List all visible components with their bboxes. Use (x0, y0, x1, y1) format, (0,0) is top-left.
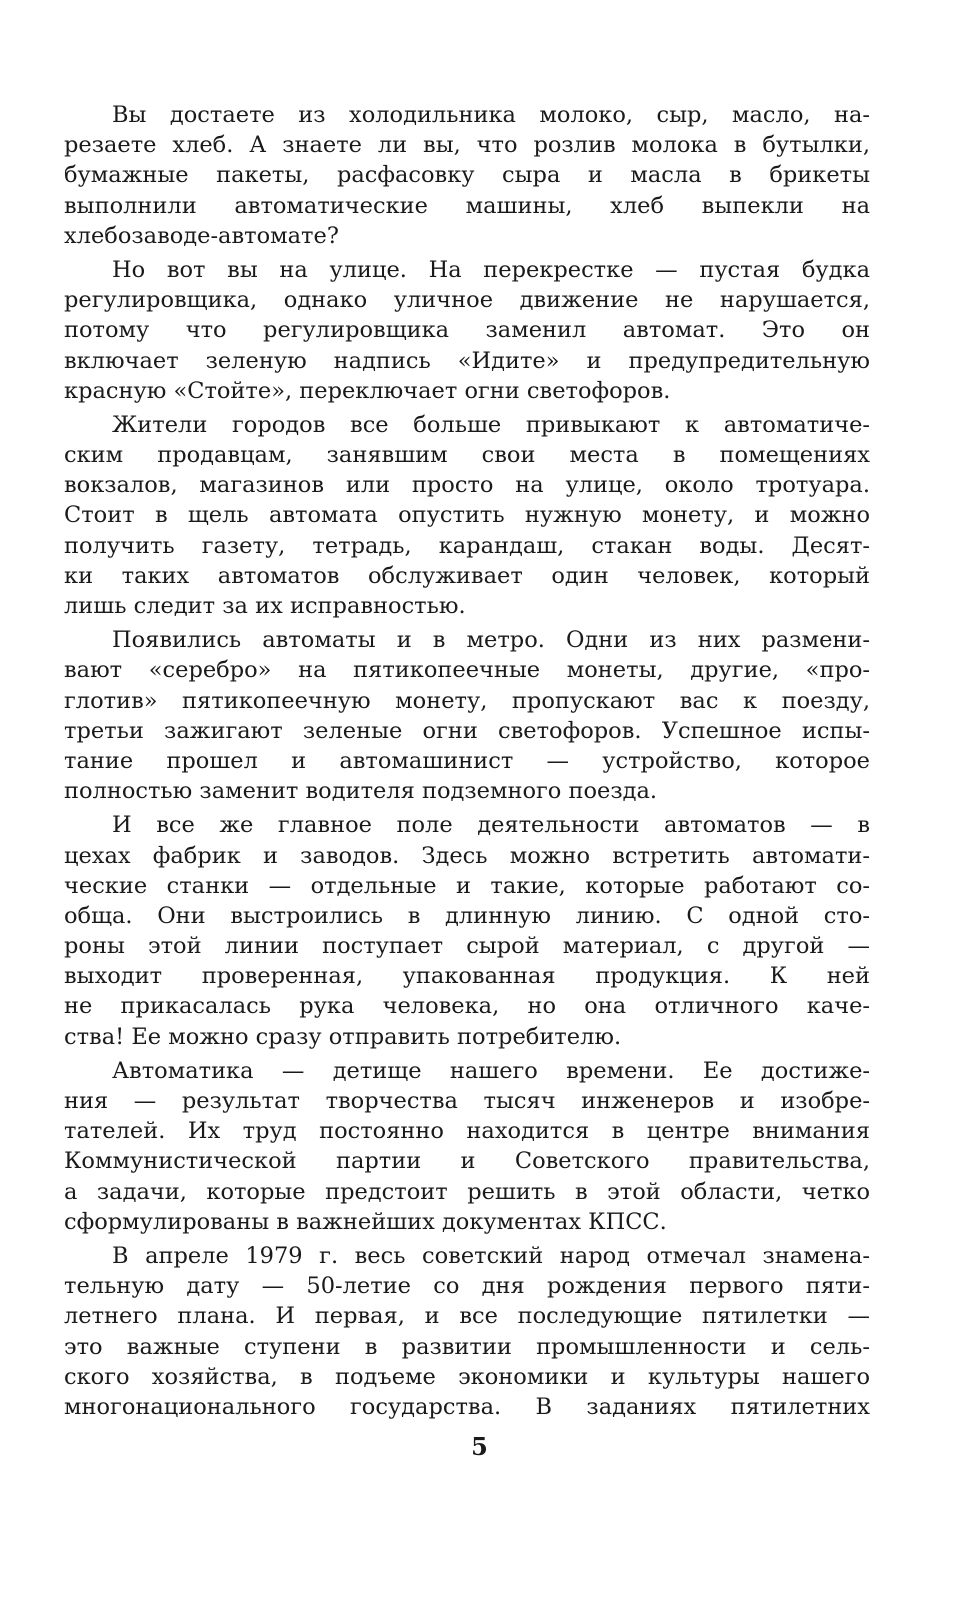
text-line: лишь следит за их исправностью. (64, 593, 466, 619)
text-line: И все же главное поле деятельности автоматов — в (112, 812, 870, 839)
text-line: ского хозяйства, в подъеме экономики и культуры нашего (64, 1363, 870, 1390)
text-line: Стоит в щель автомата опустить нужную монету, и можно (64, 502, 870, 529)
text-line: полностью заменит водителя подземного поезда. (64, 778, 658, 805)
text-line: ки таких автоматов обслуживает один человек, который (64, 562, 870, 589)
text-line: Но вот вы на улице. На перекрестке — пустая будка (112, 256, 870, 283)
text-line: Автоматика — детище нашего времени. Ее достиже- (112, 1057, 870, 1084)
text-line: включает зеленую надпись «Идите» и предупредительную (64, 347, 870, 374)
text-line: красную «Стойте», переключает огни светофоров. (64, 377, 671, 404)
text-line: а задачи, которые предстоит решить в этой области, четко (64, 1178, 870, 1205)
text-line: В апреле 1979 г. весь советский народ отмечал знамена- (112, 1242, 870, 1269)
text-line: резаете хлеб. А знаете ли вы, что розлив молока в бутылки, (64, 132, 870, 159)
text-line: тание прошел и автомашинист — устройство, которое (64, 747, 870, 774)
text-line: ства! Ее можно сразу отправить потребителю. (64, 1023, 622, 1050)
text-line: глотив» пятикопеечную монету, пропускают вас к поезду, (64, 687, 870, 714)
text-line: это важные ступени в развитии промышленности и сель- (64, 1333, 870, 1360)
paragraph (64, 1056, 870, 1237)
text-line: Жители городов все больше привыкают к автоматиче- (112, 411, 870, 438)
text-line: многонационального государства. В заданиях пятилетних (64, 1393, 870, 1420)
text-line: тельную дату — 50-летие со дня рождения первого пяти- (64, 1273, 870, 1300)
text-line: получить газету, тетрадь, карандаш, стакан воды. Десят- (64, 532, 870, 559)
text-line: третьи зажигают зеленые огни светофоров. Успешное испы- (64, 717, 870, 744)
text-line: потому что регулировщика заменил автомат. Это он (64, 317, 870, 344)
paragraph (64, 1241, 870, 1422)
text-line: вают «серебро» на пятикопеечные монеты, другие, «про- (64, 657, 870, 684)
text-line: ским продавцам, занявшим свои места в помещениях (64, 442, 870, 469)
text-line: сформулированы в важнейших документах КПСС. (64, 1208, 667, 1235)
text-line: цехах фабрик и заводов. Здесь можно встретить автомати- (64, 842, 870, 869)
text-line: выходит проверенная, упакованная продукция. К ней (64, 963, 870, 990)
text-line: Появились автоматы и в метро. Одни из них размени- (112, 627, 870, 654)
text-line: вокзалов, магазинов или просто на улице, около тротуара. (64, 472, 870, 499)
text-line: регулировщика, однако уличное движение не нарушается, (64, 287, 870, 314)
text-line: ческие станки — отдельные и такие, которые работают со- (64, 872, 870, 899)
text-line: Коммунистической партии и Советского правительства, (64, 1148, 870, 1175)
text-line: Вы достаете из холодильника молоко, сыр, масло, на- (112, 102, 870, 128)
text-line: летнего плана. И первая, и все последующие пятилетки — (64, 1303, 870, 1330)
text-line: тателей. Их труд постоянно находится в центре внимания (64, 1118, 870, 1145)
page-body (64, 100, 870, 1426)
text-line: выполнили автоматические машины, хлеб выпекли на (64, 192, 870, 219)
paragraph (64, 810, 870, 1052)
text-line: роны этой линии поступает сырой материал, с другой — (64, 933, 870, 960)
paragraph (64, 100, 870, 251)
text-line: хлебозаводе-автомате? (64, 222, 339, 249)
paragraph (64, 410, 870, 621)
paragraph (64, 255, 870, 406)
text-line: не прикасалась рука человека, но она отличного каче- (64, 993, 870, 1020)
paragraph (64, 625, 870, 806)
text-line: ния — результат творчества тысяч инженеров и изобре- (64, 1088, 870, 1114)
page-number: 5 (471, 1432, 488, 1461)
text-line: бумажные пакеты, расфасовку сыра и масла в брикеты (64, 162, 870, 189)
text-line: обща. Они выстроились в длинную линию. С одной сто- (64, 902, 870, 929)
